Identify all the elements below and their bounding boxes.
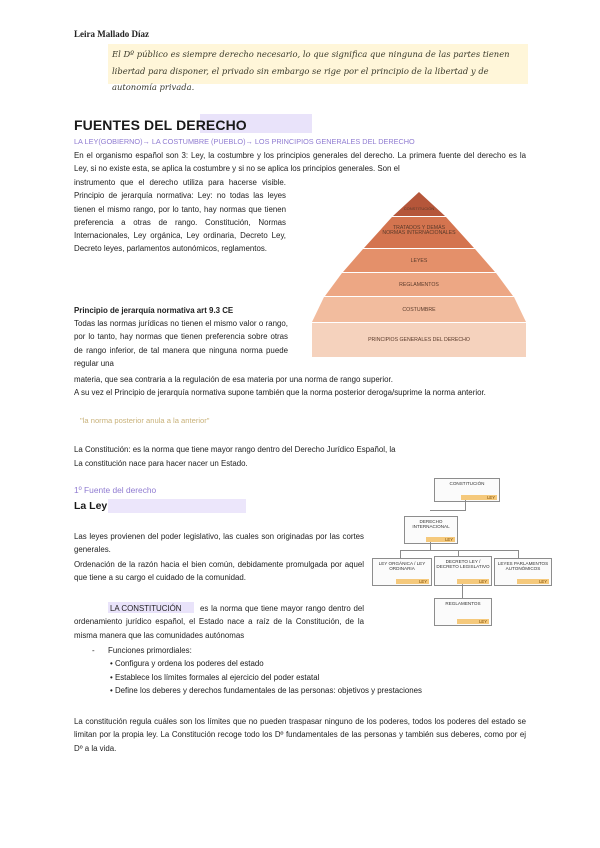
ley-text: Las leyes provienen del poder legislativo, las cuales son originadas por las cortes generales. bbox=[74, 532, 364, 555]
pyramid-label-2: TRATADOS Y DEMÁS NORMAS INTERNACIONALES bbox=[382, 225, 456, 237]
org-reglamentos bbox=[434, 598, 492, 626]
org-constitucion bbox=[434, 478, 500, 502]
funcion-item: • Establece los límites formales al ejercicio del poder estatal bbox=[110, 672, 320, 682]
constitucion-text: es la norma que tiene mayor rango dentro del ordenamiento jurídico español, el Estado nace a raíz de la Constitución, de la misma manera que las comunidades autónomas bbox=[74, 604, 364, 640]
org-decreto bbox=[434, 556, 492, 586]
pyramid-label-6: PRINCIPIOS GENERALES DEL DERECHO bbox=[368, 337, 470, 343]
pyramid-label-4: REGLAMENTOS bbox=[399, 282, 439, 288]
quote-text: El Dº público es siempre derecho necesario, lo que significa que ninguna de las partes tienen libertad para disponer, el privado sin embargo se rige por el principio de la libertad y de autonomía privada. bbox=[112, 49, 510, 92]
org-ley-organica-label: LEY ORGÁNICA / LEY ORDINARIA bbox=[378, 561, 426, 571]
intro-paragraph-cont: instrumento que el derecho utiliza para hacerse visible. Principio de jerarquía normativa: Ley: no todas las leyes tienen el mismo rango, por lo tanto, hay normas que tienen preferencia a otras de rango. Constitución, Normas Internacionales, Ley orgánica, Ley ordinaria, Decreto Ley, Decreto leyes, parlamentos autonómicos, reglamentos. bbox=[74, 178, 286, 254]
intro-paragraph: En el organismo español son 3: Ley, la costumbre y los principios generales del derecho. La primera fuente del derecho es la Ley, si no existe esta, se aplica la costumbre y si no se aplica los principios generales. Son el bbox=[74, 151, 526, 174]
org-connector bbox=[462, 584, 463, 598]
org-connector bbox=[518, 550, 519, 558]
org-tag: LEY bbox=[457, 619, 489, 624]
pyramid-level-1 bbox=[393, 192, 445, 216]
org-constitucion-label: CONSTITUCIÓN bbox=[449, 481, 485, 486]
org-decreto-label: DECRETO LEY / DECRETO LEGISLATIVO bbox=[436, 559, 490, 569]
constitucion-line-1: La Constitución: es la norma que tiene mayor rango dentro del Derecho Jurídico Español, la bbox=[74, 445, 396, 454]
posterior-text: A su vez el Principio de jerarquía normativa supone también que la norma posterior deroga/suprime la norma anterior. bbox=[74, 388, 486, 397]
org-tag: LEY bbox=[457, 579, 489, 584]
pyramid-label-1: CONSTITUCIÓN bbox=[403, 206, 435, 211]
org-connector bbox=[430, 510, 466, 511]
org-derecho-internacional bbox=[404, 516, 458, 544]
org-tag: LEY bbox=[426, 537, 455, 542]
ley-title: La Ley bbox=[74, 500, 108, 512]
org-tag: LEY bbox=[461, 495, 497, 500]
pyramid-label-3: LEYES bbox=[410, 258, 428, 264]
page-title: FUENTES DEL DERECHO bbox=[74, 117, 247, 133]
jerarquia-title: Principio de jerarquía normativa art 9.3 CE bbox=[74, 306, 234, 315]
jerarquia-cont: materia, que sea contraria a la regulación de esa materia por una norma de rango superior. bbox=[74, 375, 393, 384]
hierarchy-pyramid bbox=[312, 192, 526, 358]
constitucion-line-2: La constitución nace para hacer nacer un Estado. bbox=[74, 459, 248, 468]
org-connector bbox=[430, 542, 431, 550]
constitucion-label: LA CONSTITUCIÓN bbox=[110, 604, 182, 613]
funcion-item: • Define los deberes y derechos fundamentales de las personas: objetivos y prestaciones bbox=[110, 686, 422, 696]
ley-definition: Ordenación de la razón hacia el bien común, debidamente promulgada por aquel que tiene a su cargo el cuidado de la comunidad. bbox=[74, 560, 364, 583]
org-connector bbox=[465, 500, 466, 510]
org-tag: LEY bbox=[396, 579, 429, 584]
author-name: Leira Mallado Díaz bbox=[74, 29, 149, 39]
subtitle: LA LEY(GOBIERNO)→ LA COSTUMBRE (PUEBLO)→ LOS PRINCIPIOS GENERALES DEL DERECHO bbox=[74, 137, 415, 146]
ley-highlight bbox=[108, 499, 246, 513]
pyramid-svg bbox=[312, 192, 526, 358]
org-connector bbox=[400, 550, 518, 551]
org-ley-organica bbox=[372, 558, 432, 586]
closing-paragraph: La constitución regula cuáles son los límites que no pueden traspasar ninguno de los poderes, todos los poderes del estado se limitan por la propia ley. La Constitución recoge todo los Dº fundamentales de las personas y también sus deberes, como por ej Dº a la vida. bbox=[74, 717, 526, 753]
funcion-item: • Configura y ordena los poderes del estado bbox=[110, 659, 264, 668]
org-derecho-int-label: DERECHO INTERNACIONAL bbox=[412, 519, 450, 529]
funciones-dash: - bbox=[92, 646, 95, 655]
pyramid-label-5: COSTUMBRE bbox=[402, 307, 436, 313]
funciones-list bbox=[110, 657, 422, 698]
org-leyes-parl-label: LEYES PARLAMENTOS AUTONÓMICOS bbox=[497, 561, 549, 571]
org-reglamentos-label: REGLAMENTOS bbox=[445, 601, 481, 606]
org-connector bbox=[400, 550, 401, 558]
org-leyes-parlamentos bbox=[494, 558, 552, 586]
posterior-quote: "la norma posterior anula a la anterior" bbox=[80, 416, 210, 425]
funciones-title: Funciones primordiales: bbox=[108, 646, 192, 655]
jerarquia-text: Todas las normas jurídicas no tienen el mismo valor o rango, por lo tanto, hay normas que tienen preferencia sobre otras de rango inferior, de tal manera que ninguna norma puede regular una bbox=[74, 319, 288, 368]
fuente-label: 1º Fuente del derecho bbox=[74, 485, 157, 495]
org-tag: LEY bbox=[517, 579, 549, 584]
